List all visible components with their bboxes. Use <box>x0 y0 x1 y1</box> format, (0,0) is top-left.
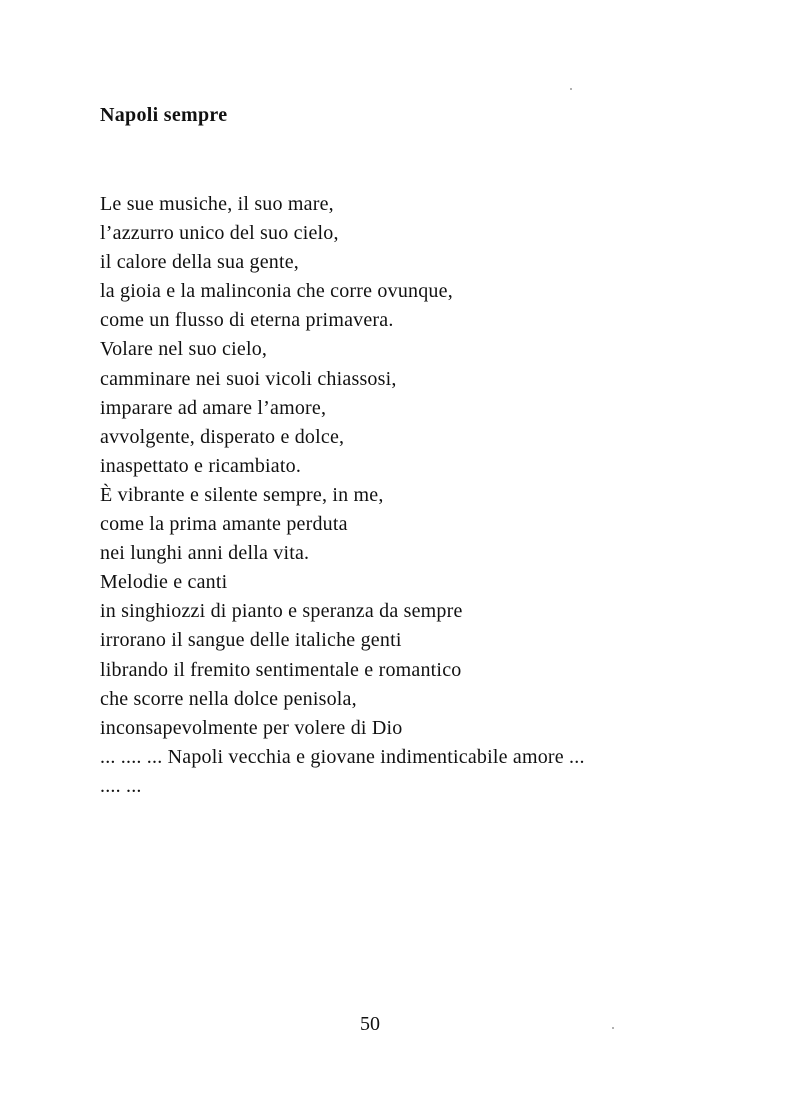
poem-line: .... ... <box>100 774 142 797</box>
poem-line: librando il fremito sentimentale e romantico <box>100 658 462 681</box>
poem-line: inaspettato e ricambiato. <box>100 454 302 477</box>
poem-title: Napoli sempre <box>100 104 228 126</box>
scan-speck <box>612 1027 614 1029</box>
page-number: 50 <box>360 1013 380 1035</box>
poem-line: nei lunghi anni della vita. <box>100 542 310 565</box>
poem-line: avvolgente, disperato e dolce, <box>100 425 345 448</box>
poem-line: imparare ad amare l’amore, <box>100 396 327 419</box>
poem-line: inconsapevolmente per volere di Dio <box>100 716 403 739</box>
poem-line: l’azzurro unico del suo cielo, <box>100 222 339 245</box>
poem-line: che scorre nella dolce penisola, <box>100 687 357 710</box>
poem-line: camminare nei suoi vicoli chiassosi, <box>100 367 397 390</box>
poem-line: il calore della sua gente, <box>100 251 299 274</box>
poem-line: Melodie e canti <box>100 571 228 594</box>
poem-line: come un flusso di eterna primavera. <box>100 309 394 332</box>
poem-line: Volare nel suo cielo, <box>100 338 268 361</box>
poem-line: irrorano il sangue delle italiche genti <box>100 629 402 652</box>
poem-line: in singhiozzi di pianto e speranza da sempre <box>100 600 463 623</box>
poem-body <box>100 190 585 801</box>
scan-speck <box>570 88 572 90</box>
poem-line: Le sue musiche, il suo mare, <box>100 193 334 215</box>
poem-line: ... .... ... Napoli vecchia e giovane indimenticabile amore ... <box>100 745 585 768</box>
poem-line: È vibrante e silente sempre, in me, <box>100 483 384 506</box>
poem-line: come la prima amante perduta <box>100 513 348 536</box>
poem-line: la gioia e la malinconia che corre ovunque, <box>100 280 453 303</box>
